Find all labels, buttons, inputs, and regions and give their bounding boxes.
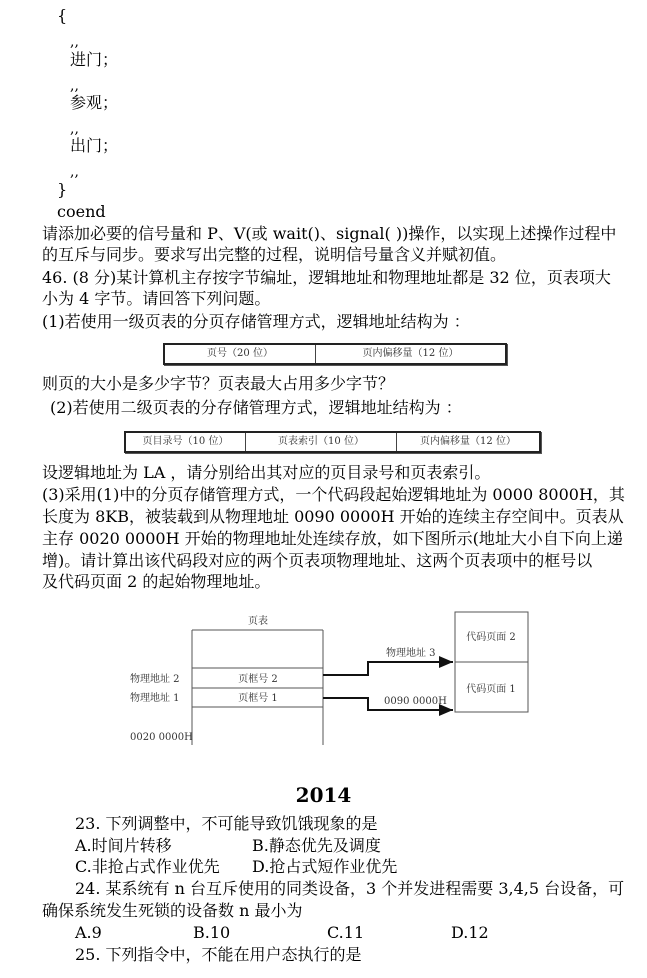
q24-option-c: C.11	[327, 923, 365, 942]
physical-address-1-label: 物理地址 1	[130, 693, 180, 704]
code-enter: 进门；	[70, 50, 119, 69]
section-year-heading: 2014	[295, 783, 352, 807]
page-offset-field: 页内偏移量（12 位）	[362, 348, 459, 359]
q46-part1: (1)若使用一级页表的分页存储管理方式，逻辑地址结构为 ：	[42, 312, 470, 331]
logical-address-structure-1	[163, 343, 507, 365]
q24-option-b: B.10	[193, 923, 231, 942]
q23-stem: 23. 下列调整中，不可能导致饥饿现象的是	[75, 814, 378, 833]
code-close-brace: }	[57, 180, 68, 199]
q46-part3-line: 增)。请计算出该代码段对应的两个页表项物理地址、这两个页表项中的框号以	[42, 551, 593, 570]
code-ellipsis: ,,	[70, 121, 79, 137]
page-number-field: 页号（20 位）	[165, 345, 316, 363]
q46-part2-question: 设逻辑地址为 LA ，请分别给出其对应的页目录号和页表索引。	[42, 463, 491, 482]
page-offset-field: 页内偏移量（12 位）	[420, 436, 516, 447]
q46-part3-line: 长度为 8KB，被装载到从物理地址 0090 0000H 开始的连续主存空间中。页表从	[42, 507, 624, 526]
q23-option-b: B.静态优先及调度	[252, 836, 381, 855]
q45-text-line: 的互斥与同步。要求写出完整的过程，说明信号量含义并赋初值。	[42, 245, 507, 264]
code-ellipsis: ,,	[70, 34, 79, 50]
frame-number-2: 页框号 2	[238, 674, 278, 685]
q23-option-d: D.抢占式短作业优先	[252, 857, 398, 876]
q46-intro-line: 46. (8 分)某计算机主存按字节编址，逻辑地址和物理地址都是 32 位，页表项大	[42, 268, 611, 287]
code-coend: coend	[57, 202, 106, 221]
arrow-frame2-to-page2	[323, 662, 453, 675]
frame-number-1: 页框号 1	[238, 693, 278, 704]
q46-part1-question: 则页的大小是多少字节？页表最大占用多少字节？	[42, 374, 395, 393]
code-page-1: 代码页面 1	[466, 684, 516, 695]
page-table-title: 页表	[248, 616, 268, 627]
physical-address-3-label: 物理地址 3	[386, 648, 436, 659]
page-table-box	[192, 630, 323, 745]
page-table-diagram	[0, 600, 647, 760]
code-open-brace: {	[57, 6, 68, 25]
page-directory-field: 页目录号（10 位）	[126, 433, 246, 451]
page-table-index-field: 页表索引（10 位）	[246, 433, 397, 451]
code-base-address: 0090 0000H	[384, 696, 447, 707]
q46-intro-line: 小为 4 字节。请回答下列问题。	[42, 289, 271, 308]
code-ellipsis: ,,	[70, 164, 79, 180]
q25-stem: 25. 下列指令中，不能在用户态执行的是	[75, 945, 362, 964]
q24-option-d: D.12	[451, 923, 489, 942]
physical-address-2-label: 物理地址 2	[130, 674, 180, 685]
q46-part3-line: (3)采用(1)中的分页存储管理方式，一个代码段起始逻辑地址为 0000 8000H，其	[42, 485, 625, 504]
code-ellipsis: ,,	[70, 78, 79, 94]
q46-part3-line: 及代码页面 2 的起始物理地址。	[42, 572, 271, 591]
page-table-base-address: 0020 0000H	[130, 732, 193, 743]
q24-stem-line: 确保系统发生死锁的设备数 n 最小为	[42, 901, 303, 920]
logical-address-structure-2	[124, 431, 541, 453]
q24-stem-line: 24. 某系统有 n 台互斥使用的同类设备，3 个并发进程需要 3,4,5 台设备，可	[75, 879, 625, 898]
q46-part2: (2)若使用二级页表的分存储管理方式，逻辑地址结构为 ：	[50, 398, 462, 417]
code-visit: 参观；	[70, 93, 119, 112]
q45-text-line: 请添加必要的信号量和 P、V(或 wait()、signal( ))操作，以实现上述操作过程中	[42, 224, 617, 243]
q24-option-a: A.9	[75, 923, 102, 942]
code-pages-box	[455, 612, 528, 712]
code-exit: 出门；	[70, 136, 119, 155]
q23-option-c: C.非抢占式作业优先	[75, 857, 220, 876]
q23-option-a: A.时间片转移	[75, 836, 172, 855]
code-page-2: 代码页面 2	[466, 632, 516, 643]
q46-part3-line: 主存 0020 0000H 开始的物理地址处连续存放，如下图所示(地址大小自下向上递	[42, 529, 623, 548]
